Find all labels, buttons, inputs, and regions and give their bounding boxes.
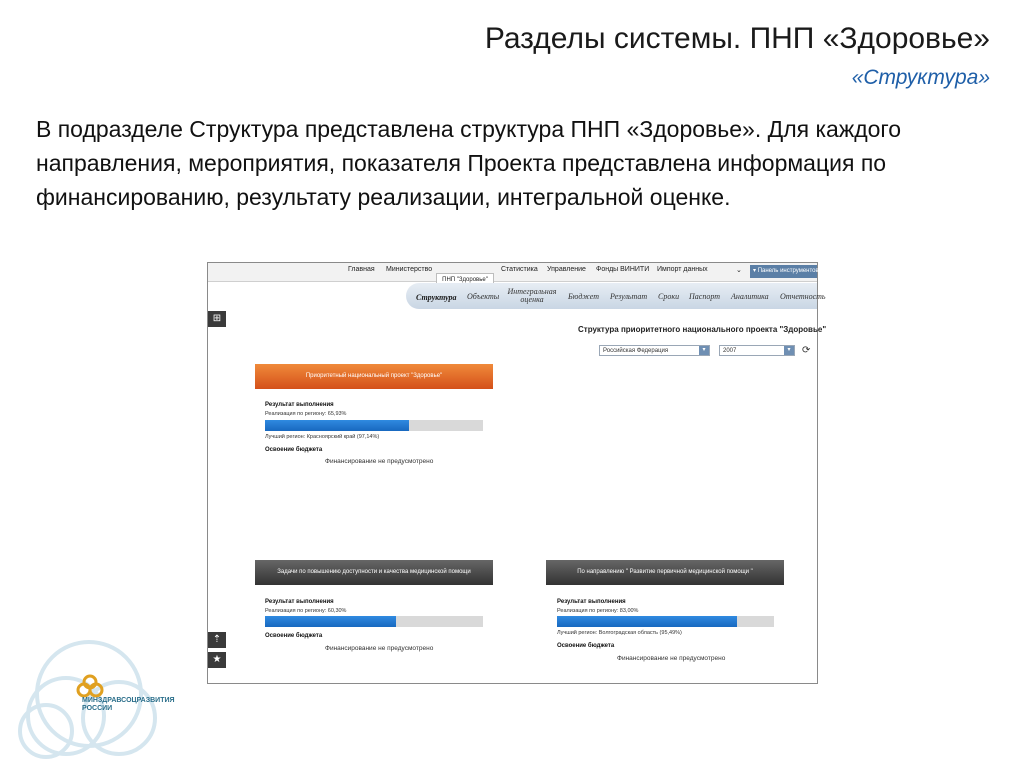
nav-item-structure[interactable]: Структура [416, 293, 457, 302]
year-select[interactable] [719, 345, 795, 356]
toolbar-panel-button[interactable]: ▾ Панель инструментов [750, 265, 817, 278]
progress-fill [265, 420, 409, 431]
realization-value: Реализация по региону: 60,30% [265, 608, 347, 614]
chevron-down-icon: ▾ [784, 346, 794, 355]
card-header-primary-care[interactable]: По направлению " Развитие первичной медицинской помощи " [546, 560, 784, 585]
toolbar-panel-label: Панель инструментов [757, 268, 819, 274]
nav-item-reports[interactable]: Отчетность [780, 292, 826, 301]
menu-item-funds[interactable]: Фонды ВИНИТИ [596, 266, 650, 273]
budget-title: Освоение бюджета [265, 633, 323, 639]
org-structure-icon[interactable]: ⊞ [208, 311, 226, 327]
nav-item-terms[interactable]: Сроки [658, 292, 680, 301]
slide-subtitle: «Структура» [851, 66, 990, 89]
budget-title: Освоение бюджета [557, 643, 615, 649]
nav-item-integral[interactable]: Интегральная оценка [507, 287, 557, 304]
chevron-down-icon: ▾ [699, 346, 709, 355]
progress-fill [265, 616, 396, 627]
budget-title: Освоение бюджета [265, 447, 323, 453]
nav-item-objects[interactable]: Объекты [467, 292, 500, 301]
region-select[interactable] [599, 345, 710, 356]
menu-item-ministry[interactable]: Министерство [386, 266, 433, 273]
financing-status: Финансирование не предусмотрено [325, 645, 434, 652]
menu-item-import[interactable]: Импорт данных [657, 266, 708, 273]
result-title: Результат выполнения [265, 402, 334, 408]
logo-line-1: МИНЗДРАВСОЦРАЗВИТИЯ [82, 697, 175, 704]
result-title: Результат выполнения [557, 599, 626, 605]
progress-track [265, 420, 483, 431]
menu-item-management[interactable]: Управление [547, 266, 586, 273]
nav-item-analytics[interactable]: Аналитика [731, 292, 769, 301]
menu-item-home[interactable]: Главная [348, 266, 375, 273]
chevron-down-icon[interactable]: ⌄ [736, 267, 742, 274]
nav-item-passport[interactable]: Паспорт [689, 292, 720, 301]
realization-value: Реализация по региону: 83,00% [557, 608, 639, 614]
year-select-value: 2007 [723, 348, 737, 354]
refresh-icon[interactable]: ⟳ [802, 345, 811, 356]
progress-fill [557, 616, 737, 627]
ministry-logo [14, 636, 204, 746]
progress-track [265, 616, 483, 627]
tab-pnp-zdorovie[interactable]: ПНП "Здоровье" [436, 273, 494, 289]
logo-line-2: РОССИИ [82, 705, 113, 712]
ministry-logo-text [82, 697, 175, 713]
region-select-value: Российская Федерация [603, 348, 669, 354]
nav-item-result[interactable]: Результат [610, 292, 648, 301]
nav-item-budget[interactable]: Бюджет [568, 292, 599, 301]
upload-icon[interactable]: ⇡ [208, 632, 226, 648]
best-region: Лучший регион: Волгоградская область (95,49%) [557, 630, 682, 636]
star-icon[interactable]: ★ [208, 652, 226, 668]
progress-track [557, 616, 774, 627]
top-menu-bar [208, 263, 817, 282]
result-title: Результат выполнения [265, 599, 334, 605]
card-header-project[interactable]: Приоритетный национальный проект "Здоровье" [255, 364, 493, 389]
best-region: Лучший регион: Красноярский край (97,14%) [265, 434, 380, 440]
menu-item-statistics[interactable]: Статистика [501, 266, 538, 273]
slide-body: В подразделе Структура представлена структура ПНП «Здоровье». Для каждого направления, мероприятия, показателя Проекта представлена информация по финансированию, результату реализации, интегральной оценке. [36, 116, 902, 210]
financing-status: Финансирование не предусмотрено [325, 458, 434, 465]
app-screenshot [207, 262, 827, 684]
page-title: Структура приоритетного национального проекта "Здоровье" [578, 325, 827, 334]
realization-value: Реализация по региону: 65,93% [265, 411, 347, 417]
slide-title: Разделы системы. ПНП «Здоровье» [484, 22, 990, 55]
financing-status: Финансирование не предусмотрено [617, 655, 726, 662]
card-header-tasks[interactable]: Задачи по повышению доступности и качества медицинской помощи [255, 560, 493, 585]
